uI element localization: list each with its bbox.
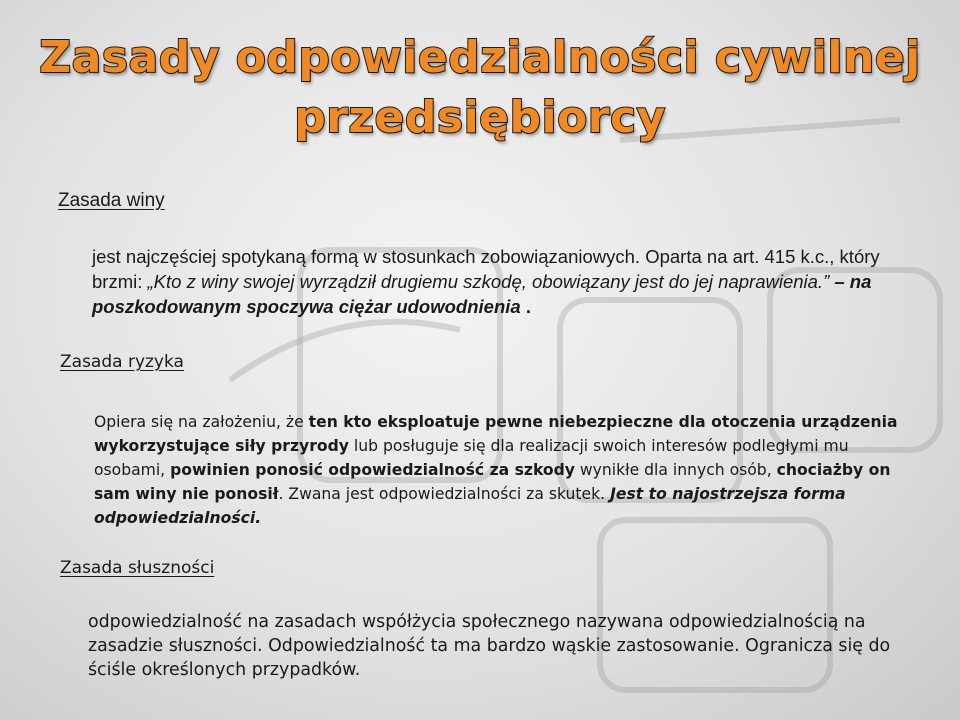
paragraph-zasada-winy [92, 244, 912, 319]
bg-arc-a [230, 322, 460, 380]
paragraph-zasada-ryzyka [94, 410, 914, 530]
segment: . [525, 296, 531, 317]
heading-zasada-slusznosci: Zasada słuszności [60, 558, 215, 578]
title-line-2: przedsiębiorcy [294, 92, 666, 143]
segment: wynikłe dla innych osób, [574, 461, 777, 479]
segment: lub posługuje się dla realizacji swoich interesów podległymi mu osobami, [94, 437, 849, 479]
segment: jest najczęściej spotykaną formą w stosunkach zobowiązaniowych. Oparta na art. 415 k.c., który brzmi: [92, 246, 880, 292]
heading-zasada-winy: Zasada winy [58, 190, 165, 211]
segment: Opiera się na założeniu, że [94, 413, 309, 431]
segment: . Zwana jest odpowiedzialności za skutek. [278, 485, 611, 503]
page-title [0, 28, 960, 148]
emphasis: ten kto eksploatuje pewne niebezpieczne dla otoczenia urządzenia wykorzystujące siły przyrody [94, 413, 898, 455]
segment: odpowiedzialność na zasadach współżycia społecznego nazywana odpowiedzialnością na zasadzie słuszności. Odpowiedzialność ta ma bardzo wąskie zastosowanie. Ogranicza się do ściśle określonych przypadków. [88, 612, 891, 680]
quote-art-415: „Kto z winy swojej wyrządził drugiemu szkodę, obowiązany jest do jej naprawienia.” [147, 271, 835, 292]
emphasis: chociażby on sam winy nie ponosił [94, 461, 891, 503]
emphasis-burden-of-proof: – na poszkodowanym spoczywa ciężar udowodnienia [92, 271, 872, 317]
emphasis: powinien ponosić odpowiedzialność za szkody [170, 461, 575, 479]
title-line-1: Zasady odpowiedzialności cywilnej [39, 32, 921, 83]
emphasis-strictest-form: Jest to najostrzejsza forma odpowiedzialności. [94, 485, 846, 527]
heading-zasada-ryzyka: Zasada ryzyka [60, 352, 184, 372]
paragraph-zasada-slusznosci [88, 610, 928, 682]
